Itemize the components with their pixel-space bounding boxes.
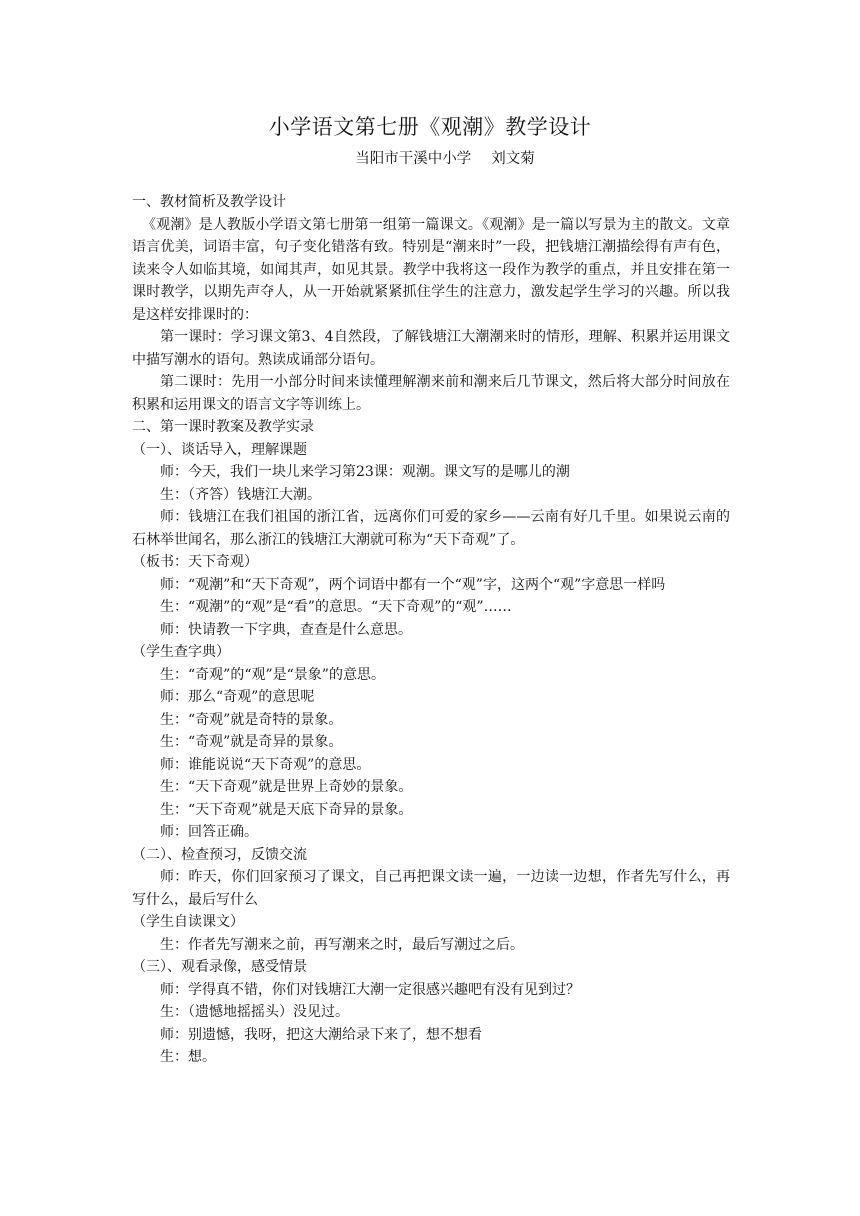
body-paragraph: 第一课时：学习课文第3、4自然段，了解钱塘江大潮潮来时的情形，理解、积累并运用课文中描写潮水的语句。熟读成诵部分语句。: [132, 329, 730, 368]
subsection-heading: （三）、观看录像，感受情景: [132, 959, 307, 975]
dialogue-line: 师：昨天，你们回家预习了课文，自己再把课文读一遍，一边读一边想，作者先写什么，再写什么，最后写什么: [132, 869, 730, 908]
dialogue-line: 师：回答正确。: [160, 824, 258, 840]
section-heading: 二、第一课时教案及教学实录: [132, 419, 314, 435]
dialogue-line: 师：今天，我们一块儿来学习第23课：观潮。课文写的是哪儿的潮: [160, 464, 570, 480]
stage-note: （学生查字典）: [132, 644, 230, 660]
document-body: [132, 191, 730, 1069]
body-paragraph: 第二课时：先用一小部分时间来读懂理解潮来前和潮来后几节课文，然后将大部分时间放在积累和运用课文的语言文字等训练上。: [132, 374, 730, 413]
dialogue-line: 师：学得真不错，你们对钱塘江大潮一定很感兴趣吧有没有见到过？: [160, 981, 580, 998]
subsection-heading: （二）、检查预习，反馈交流: [132, 846, 307, 863]
author-line: [0, 148, 860, 170]
dialogue-line: 生：“奇观”就是奇异的景象。: [160, 734, 343, 750]
stage-note: （学生自读课文）: [132, 914, 244, 930]
dialogue-line: 师：快请教一下字典，查查是什么意思。: [160, 621, 412, 638]
dialogue-line: 师：钱塘江在我们祖国的浙江省，远离你们可爱的家乡——云南有好几千里。如果说云南的石林举世闻名，那么浙江的钱塘江大潮就可称为“天下奇观”了。: [132, 509, 730, 548]
dialogue-line: 生：想。: [160, 1049, 216, 1065]
dialogue-line: 生：（遗憾地摇摇头）没见过。: [160, 1004, 349, 1020]
blackboard-note: （板书：天下奇观）: [132, 554, 258, 570]
dialogue-line: 生：作者先写潮来之前，再写潮来之时，最后写潮过之后。: [160, 936, 524, 953]
document-title: 小学语文第七册《观潮》教学设计: [268, 115, 592, 139]
author-name: 刘文菊: [491, 151, 535, 167]
dialogue-line: 师：那么“奇观”的意思呢: [160, 689, 315, 705]
dialogue-line: 生：“天下奇观”就是世界上奇妙的景象。: [160, 779, 413, 795]
dialogue-line: 生：“天下奇观”就是天底下奇异的景象。: [160, 801, 413, 818]
dialogue-line: 师：“观潮”和“天下奇观”，两个词语中都有一个“观”字，这两个“观”字意思一样吗: [160, 576, 666, 593]
dialogue-line: 师：别遗憾，我呀，把这大潮给录下来了，想不想看: [160, 1026, 482, 1043]
dialogue-line: 生：“奇观”就是奇特的景象。: [160, 711, 343, 728]
body-paragraph: 《观潮》是人教版小学语文第七册第一组第一篇课文。《观潮》是一篇以写景为主的散文。文章语言优美，词语丰富，句子变化错落有致。特别是“潮来时”一段，把钱塘江潮描绘得有声有色，读来令人如临其境，如闻其声，如见其景。教学中我将这一段作为教学的重点，并且安排在第一课时教学，以期先声夺人，从一开始就紧紧抓住学生的注意力，激发起学生学习的兴趣。所以我是这样安排课时的：: [132, 216, 730, 323]
dialogue-line: 生：“观潮”的“观”是“看”的意思。“天下奇观”的“观”……: [160, 599, 512, 615]
dialogue-line: 生：“奇观”的“观”是“景象”的意思。: [160, 666, 385, 683]
subsection-heading: （一）、谈话导入，理解课题: [132, 441, 307, 458]
section-heading: 一、教材简析及教学设计: [132, 194, 286, 210]
author-school: 当阳市干溪中小学: [355, 151, 472, 167]
dialogue-line: 师：谁能说说“天下奇观”的意思。: [160, 756, 371, 773]
dialogue-line: 生：（齐答）钱塘江大潮。: [160, 486, 321, 503]
